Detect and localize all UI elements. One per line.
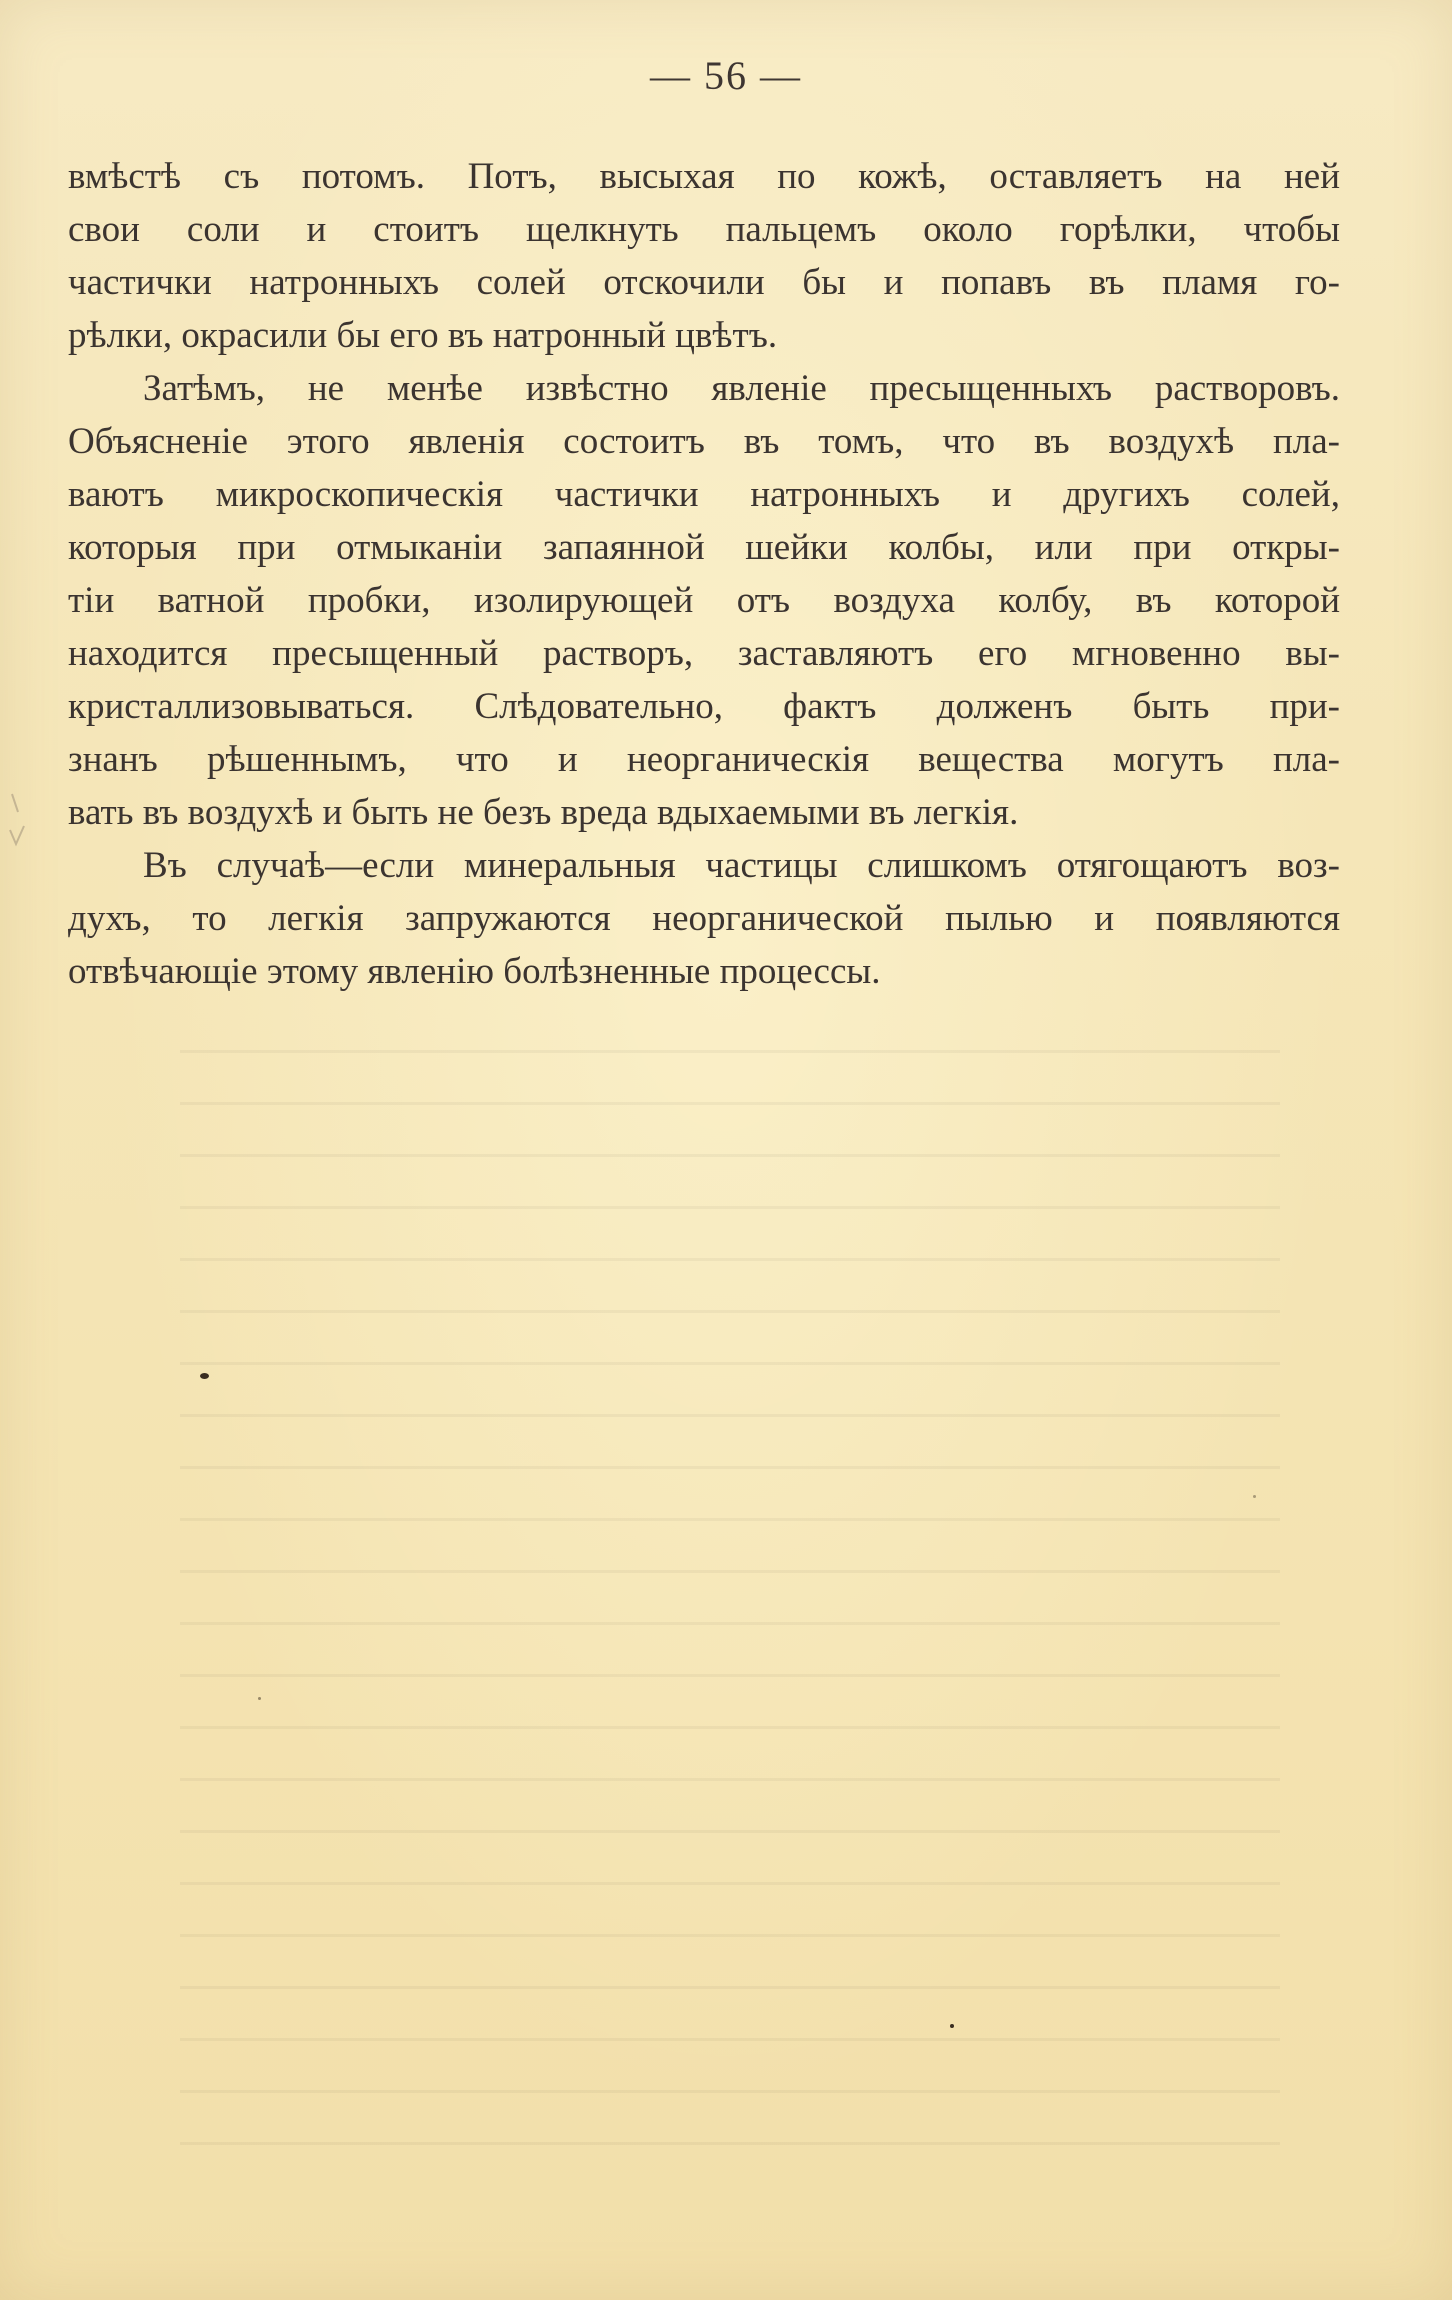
text-line: знанъ рѣшеннымъ, что и неорганическія вещества могутъ пла- xyxy=(68,739,1340,780)
text-line: тіи ватной пробки, изолирующей отъ воздуха колбу, въ которой xyxy=(68,580,1340,621)
text-line: Объясненіе этого явленія состоитъ въ томъ, что въ воздухѣ пла- xyxy=(68,421,1340,462)
text-line: ваютъ микроскопическія частички натронныхъ и другихъ солей, xyxy=(68,474,1340,515)
paper-speck xyxy=(200,1373,209,1379)
paper-speck xyxy=(950,2024,954,2028)
paragraph xyxy=(68,839,1340,998)
text-line: духъ, то легкія запружаются неорганической пылью и появляются xyxy=(68,898,1340,939)
page-number: — 56 — xyxy=(650,53,802,98)
paragraph xyxy=(68,362,1340,839)
paragraph xyxy=(68,150,1340,362)
text-line: отвѣчающіе этому явленію болѣзненные процессы. xyxy=(68,951,881,992)
text-line: кристаллизовываться. Слѣдовательно, фактъ долженъ быть при- xyxy=(68,686,1340,727)
text-line: Въ случаѣ—если минеральныя частицы слишкомъ отягощаютъ воз- xyxy=(143,845,1340,886)
pencil-mark-icon xyxy=(6,790,36,850)
bleed-through-texture xyxy=(180,1050,1280,2150)
paper-speck xyxy=(1253,1495,1256,1498)
text-line: рѣлки, окрасили бы его въ натронный цвѣтъ. xyxy=(68,315,778,356)
text-line: Затѣмъ, не менѣе извѣстно явленіе пресыщенныхъ растворовъ. xyxy=(143,368,1340,409)
text-line: свои соли и стоитъ щелкнуть пальцемъ около горѣлки, чтобы xyxy=(68,209,1340,250)
text-line: которыя при отмыканіи запаянной шейки колбы, или при откры- xyxy=(68,527,1340,568)
text-line: частички натронныхъ солей отскочили бы и попавъ въ пламя го- xyxy=(68,262,1340,303)
text-line: вать въ воздухѣ и быть не безъ вреда вдыхаемыми въ легкія. xyxy=(68,792,1019,833)
margin-pencil-mark xyxy=(6,790,36,859)
text-line: вмѣстѣ съ потомъ. Потъ, высыхая по кожѣ, оставляетъ на ней xyxy=(68,156,1340,197)
paper-speck xyxy=(258,1697,261,1700)
text-line: находится пресыщенный растворъ, заставляютъ его мгновенно вы- xyxy=(68,633,1340,674)
body-text xyxy=(68,150,1340,998)
